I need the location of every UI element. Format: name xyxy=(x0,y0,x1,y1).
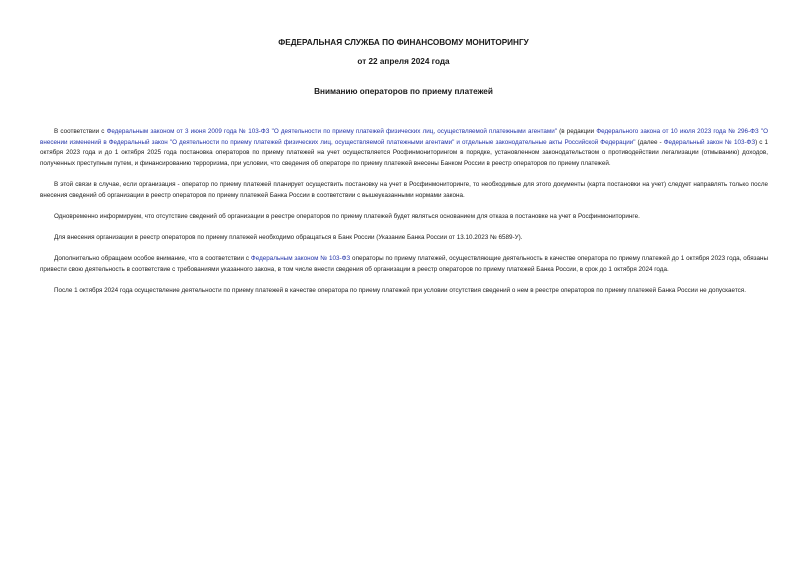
paragraph-4: Для внесения организации в реестр операторов по приему платежей необходимо обращаться в Банк России (Указание Банка России от 13.10.2023 № 6589-У). xyxy=(54,233,523,241)
paragraph-1 xyxy=(40,127,768,169)
link-federal-law-103-short[interactable]: Федеральный закон № 103-ФЗ xyxy=(663,138,756,146)
document-body xyxy=(40,127,768,307)
link-federal-law-103[interactable]: Федеральным законом от 3 июня 2009 года № 103-ФЗ "О деятельности по приему платежей физических лиц, осуществляемой платежными агентами" xyxy=(106,128,557,135)
p5-text-1: Дополнительно обращаем особое внимание, что в соответствии с xyxy=(54,255,251,263)
link-federal-law-296[interactable]: Федерального закона от 10 июля 2023 года № 296-ФЗ "О внесении изменений в Федеральный закон "О деятельности по приему платежей физических лиц, осуществляемой платежными агентами" и отдельные законодательные акты Российской Федерации" xyxy=(40,128,769,146)
p1-text-1: В соответствии с xyxy=(54,128,107,135)
document-subject: Вниманию операторов по приему платежей xyxy=(314,87,493,96)
document-date: от 22 апреля 2024 года xyxy=(357,57,450,66)
link-federal-law-103-p5[interactable]: Федеральным законом № 103-ФЗ xyxy=(250,255,351,263)
p1-text-2: (в редакции xyxy=(556,128,597,135)
p1-text-4: ) с 1 октября 2023 года и до 1 октября 2025 года постановка операторов по приему платежей на учет осуществляется Росфинмониторингом в порядке, установленном законодательством о противодействии легализации (отмыванию) доходов, полученных преступным путем, и финансированию терроризма, при условии, что сведения об операторе по приему платежей внесены Банком России в реестр операторов по приему платежей. xyxy=(40,138,768,167)
paragraph-3: Одновременно информируем, что отсутствие сведений об организации в реестре операторов по приему платежей будет являться основанием для отказа в постановке на учет в Росфинмониторинге. xyxy=(54,212,640,220)
agency-title: ФЕДЕРАЛЬНАЯ СЛУЖБА ПО ФИНАНСОВОМУ МОНИТОРИНГУ xyxy=(278,38,529,47)
paragraph-5 xyxy=(40,254,768,275)
p5-text-2: операторы по приему платежей, осуществляющие деятельность в качестве оператора по приему платежей до 1 октября 2023 года, обязаны привести свою деятельность в соответствие с требованиями указанного закона, в том числе внести сведения об организации в реестр операторов по приему платежей Банка России, в срок до 1 октября 2024 года. xyxy=(40,255,769,273)
paragraph-2: В этой связи в случае, если организация - оператор по приему платежей планирует осуществить постановку на учет в Росфинмониторинге, то необходимые для этого документы (карта постановки на учет) следует направлять только после внесения сведений об организации в реестр операторов по приему платежей Банка России в соответствии с вышеуказанными нормами закона. xyxy=(40,180,768,199)
p1-text-3: (далее - xyxy=(635,138,664,146)
paragraph-6: После 1 октября 2024 года осуществление деятельности по приему платежей в качестве оператора по приему платежей при условии отсутствия сведений о нем в реестре операторов по приему платежей Банка России не допускается. xyxy=(54,286,746,294)
